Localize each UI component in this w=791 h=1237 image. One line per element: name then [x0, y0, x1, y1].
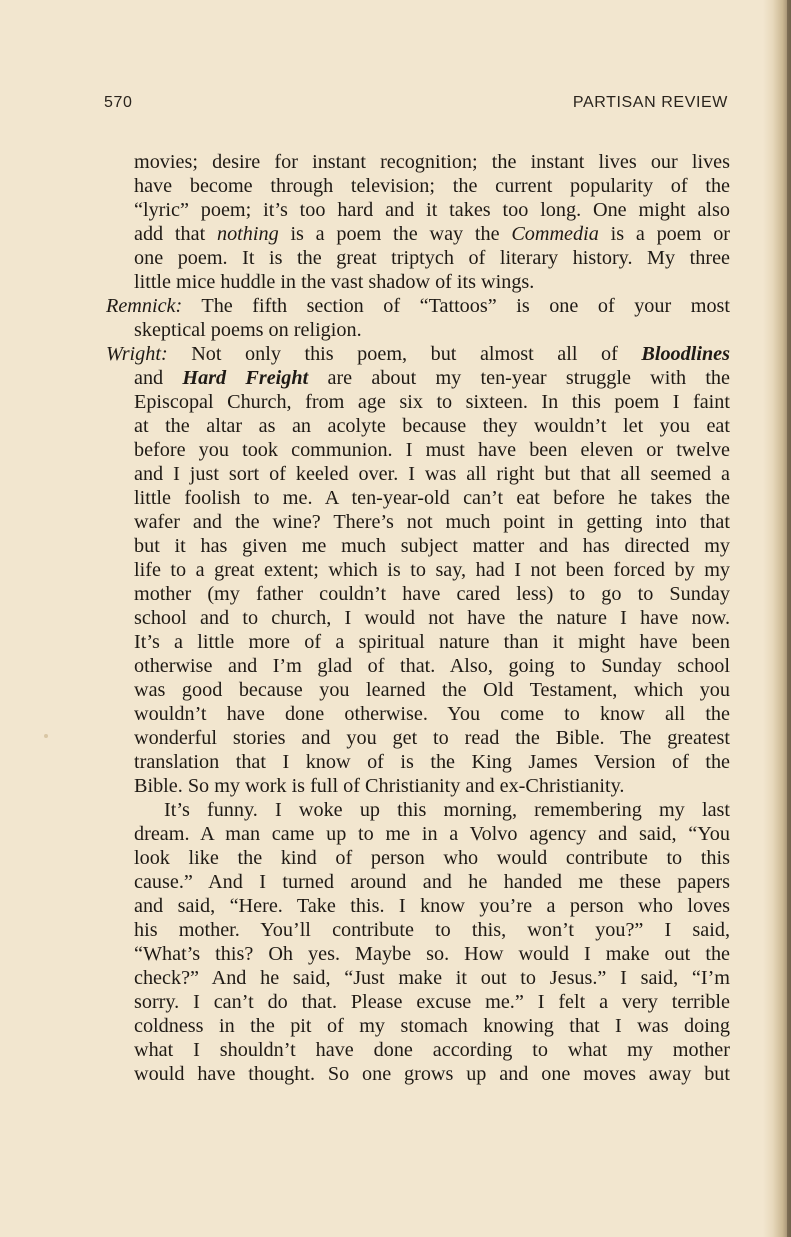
- text-line: dream. A man came up to me in a Volvo agency and said, “You: [134, 823, 730, 845]
- text-line: have become through television; the current popularity of the: [134, 175, 730, 197]
- text-line: “What’s this? Oh yes. Maybe so. How would I make out the: [134, 943, 730, 965]
- text-line: little mice huddle in the vast shadow of its wings.: [134, 271, 535, 293]
- text-line: would have thought. So one grows up and one moves away but: [134, 1063, 730, 1085]
- text-line: school and to church, I would not have the nature I have now.: [134, 607, 730, 629]
- text-line: wouldn’t have done otherwise. You come to know all the: [134, 703, 730, 725]
- text-line: mother (my father couldn’t have cared less) to go to Sunday: [134, 583, 730, 605]
- text-run: is a poem the way the: [278, 223, 512, 245]
- text-line: before you took communion. I must have been eleven or twelve: [134, 439, 730, 461]
- text-line: “lyric” poem; it’s too hard and it takes too long. One might also: [134, 199, 730, 221]
- text-line: check?” And he said, “Just make it out to Jesus.” I said, “I’m: [134, 967, 730, 989]
- speaker-label: Wright:: [106, 343, 168, 365]
- text-run: add that: [134, 223, 217, 245]
- text-line: [106, 342, 730, 366]
- text-run: is a poem or: [598, 223, 731, 245]
- text-run: Not only this poem, but almost all of: [167, 343, 642, 365]
- emphasis: nothing: [216, 223, 279, 245]
- text-line: Episcopal Church, from age six to sixteen. In this poem I faint: [134, 391, 730, 413]
- text-line: little foolish to me. A ten-year-old can’t eat before he takes the: [134, 487, 730, 509]
- text-line: coldness in the pit of my stomach knowing that I was doing: [134, 1015, 730, 1037]
- paragraph: [106, 342, 730, 798]
- page-edge-shadow: [787, 0, 791, 1237]
- text-line: at the altar as an acolyte because they wouldn’t let you eat: [134, 415, 730, 437]
- text-line: what I shouldn’t have done according to what my mother: [134, 1039, 730, 1061]
- page-number: 570: [104, 94, 133, 111]
- text-line: It’s a little more of a spiritual nature than it might have been: [134, 631, 730, 653]
- journal-title: PARTISAN REVIEW: [572, 94, 728, 111]
- text-line: Bible. So my work is full of Christianity and ex-Christianity.: [134, 775, 625, 797]
- text-run: The fifth section of “Tattoos” is one of your most: [182, 295, 730, 317]
- work-title: Bloodlines: [641, 343, 730, 365]
- text-line: otherwise and I’m glad of that. Also, going to Sunday school: [134, 655, 730, 677]
- text-line: wafer and the wine? There’s not much point in getting into that: [134, 511, 730, 533]
- text-line: It’s funny. I woke up this morning, remembering my last: [164, 799, 730, 821]
- paragraph: [106, 150, 730, 294]
- running-head: [104, 94, 728, 116]
- text-line: cause.” And I turned around and he handed me these papers: [134, 871, 730, 893]
- text-line: was good because you learned the Old Testament, which you: [134, 679, 730, 701]
- work-title: Commedia: [511, 223, 599, 245]
- text-line: translation that I know of is the King James Version of the: [134, 751, 730, 773]
- text-line: [106, 294, 730, 318]
- speaker-label: Remnick:: [106, 295, 183, 317]
- text-line: [106, 222, 730, 246]
- text-line: but it has given me much subject matter and has directed my: [134, 535, 730, 557]
- text-line: movies; desire for instant recognition; the instant lives our lives: [134, 151, 730, 173]
- paragraph: [106, 798, 730, 1086]
- text-line: [106, 366, 730, 390]
- text-line: his mother. You’ll contribute to this, won’t you?” I said,: [134, 919, 730, 941]
- text-line: wonderful stories and you get to read the Bible. The greatest: [134, 727, 730, 749]
- text-line: sorry. I can’t do that. Please excuse me.” I felt a very terrible: [134, 991, 730, 1013]
- text-line: and said, “Here. Take this. I know you’re a person who loves: [134, 895, 730, 917]
- paragraph: [106, 294, 730, 342]
- paper-speck: [44, 734, 48, 738]
- text-line: and I just sort of keeled over. I was all right but that all seemed a: [134, 463, 730, 485]
- text-line: look like the kind of person who would contribute to this: [134, 847, 730, 869]
- text-line: skeptical poems on religion.: [134, 319, 362, 341]
- text-run: are about my ten-year struggle with the: [308, 367, 730, 389]
- text-run: and: [134, 367, 183, 389]
- work-title: Hard Freight: [182, 367, 309, 389]
- body-text: [106, 150, 730, 1086]
- text-line: one poem. It is the great triptych of literary history. My three: [134, 247, 730, 269]
- text-line: life to a great extent; which is to say, had I not been forced by my: [134, 559, 730, 581]
